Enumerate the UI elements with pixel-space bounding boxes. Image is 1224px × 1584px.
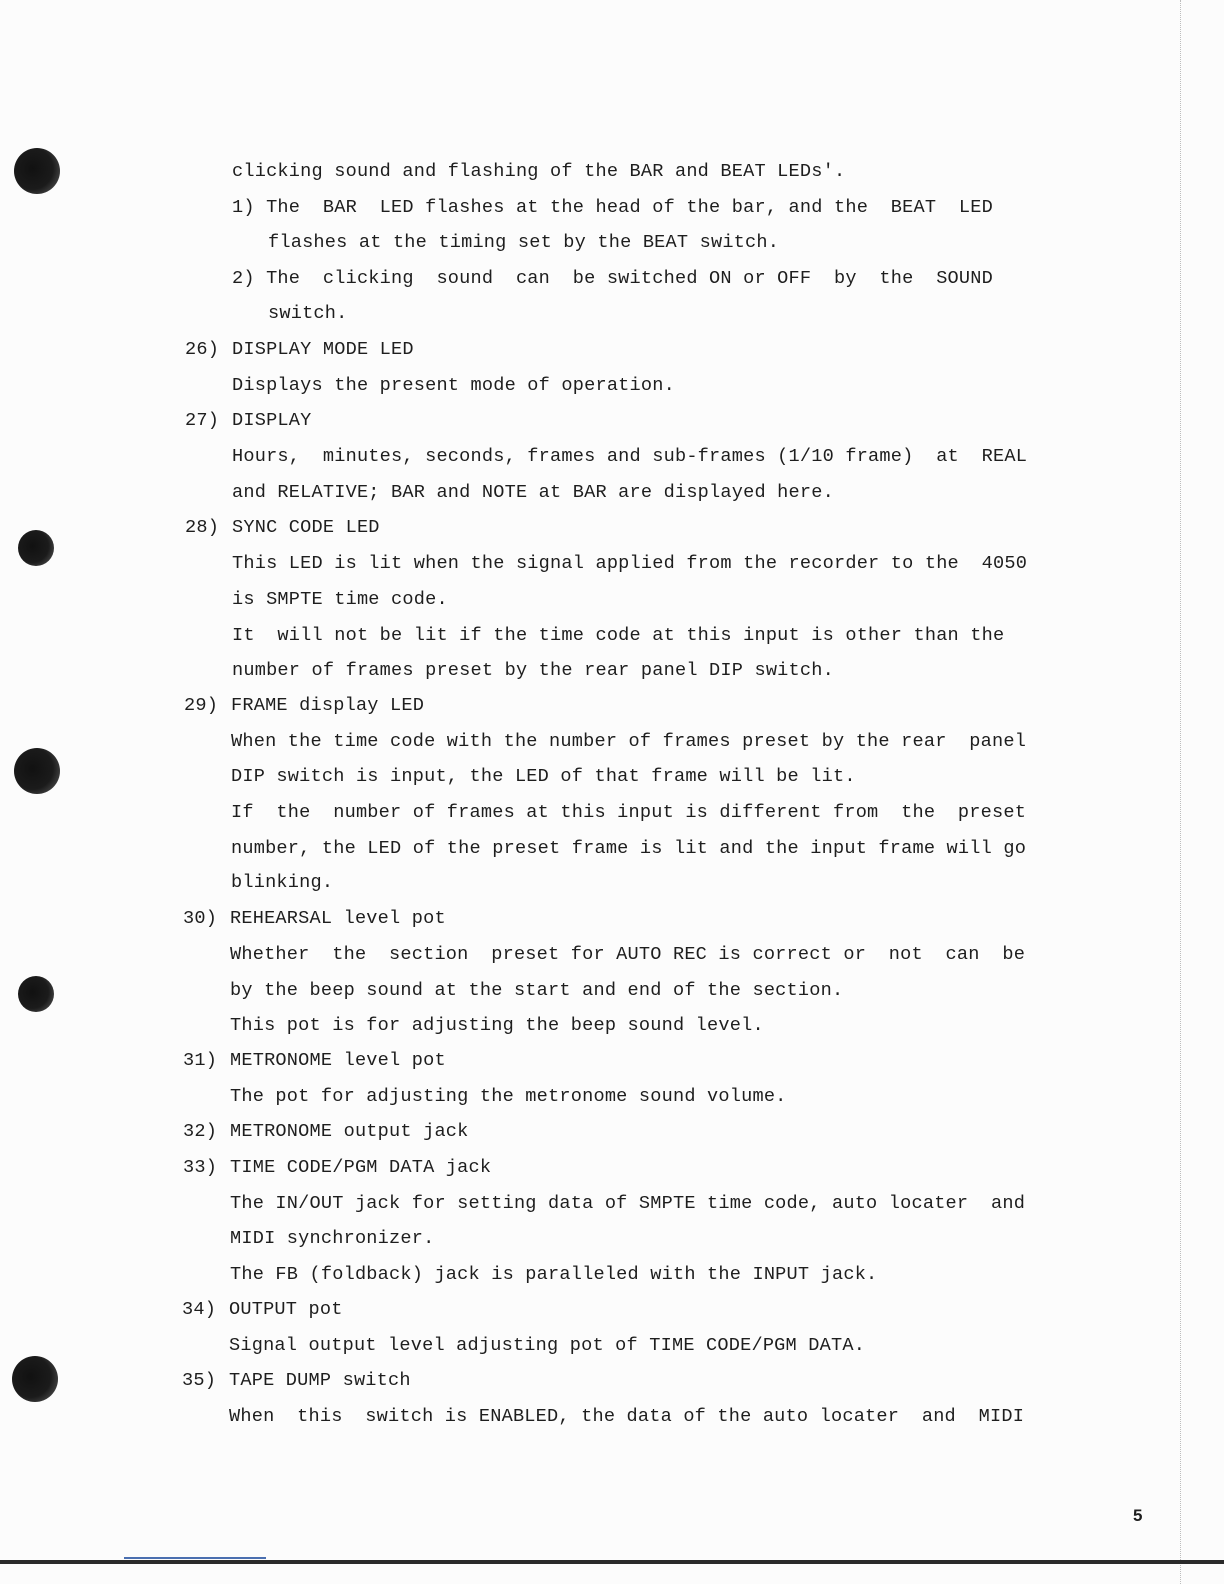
body-text-line: It will not be lit if the time code at this input is other than the xyxy=(232,625,1005,646)
item-heading-31: METRONOME level pot xyxy=(230,1050,446,1071)
punch-hole xyxy=(18,976,54,1012)
list-item-1: 1) The BAR LED flashes at the head of the bar, and the BEAT LED xyxy=(232,197,993,218)
body-text-line: When the time code with the number of frames preset by the rear panel xyxy=(231,731,1027,752)
item-heading-33: TIME CODE/PGM DATA jack xyxy=(230,1157,492,1178)
body-text-line: by the beep sound at the start and end of the section. xyxy=(230,980,844,1001)
body-text-line: Whether the section preset for AUTO REC is correct or not can be xyxy=(230,944,1026,965)
body-text-line: Hours, minutes, seconds, frames and sub-frames (1/10 frame) at REAL xyxy=(232,446,1028,467)
body-text-line: The FB (foldback) jack is paralleled with the INPUT jack. xyxy=(230,1264,878,1285)
body-text-line: When this switch is ENABLED, the data of the auto locater and MIDI xyxy=(229,1406,1025,1427)
body-text-line: If the number of frames at this input is different from the preset xyxy=(231,802,1027,823)
body-text-line: clicking sound and flashing of the BAR and BEAT LEDs'. xyxy=(232,161,846,182)
body-text-line: flashes at the timing set by the BEAT switch. xyxy=(268,232,780,253)
item-heading-34: OUTPUT pot xyxy=(229,1299,343,1320)
body-text-line: Displays the present mode of operation. xyxy=(232,375,675,396)
item-number-34: 34) xyxy=(182,1299,217,1320)
item-number-35: 35) xyxy=(182,1370,217,1391)
punch-hole xyxy=(14,148,60,194)
item-heading-26: DISPLAY MODE LED xyxy=(232,339,414,360)
item-number-26: 26) xyxy=(185,339,220,360)
body-text-line: This LED is lit when the signal applied from the recorder to the 4050 xyxy=(232,553,1028,574)
page-number: 5 xyxy=(1133,1506,1143,1525)
body-text-line: and RELATIVE; BAR and NOTE at BAR are displayed here. xyxy=(232,482,834,503)
body-text-line: DIP switch is input, the LED of that frame will be lit. xyxy=(231,766,856,787)
body-text-line: is SMPTE time code. xyxy=(232,589,448,610)
page-edge-mark xyxy=(124,1557,266,1559)
body-text-line: number of frames preset by the rear panel DIP switch. xyxy=(232,660,834,681)
item-number-32: 32) xyxy=(183,1121,218,1142)
page-edge-bottom xyxy=(0,1560,1224,1564)
page-edge-right xyxy=(1180,0,1183,1584)
item-number-33: 33) xyxy=(183,1157,218,1178)
punch-hole xyxy=(12,1356,58,1402)
body-text-line: number, the LED of the preset frame is lit and the input frame will go xyxy=(231,838,1027,859)
item-heading-29: FRAME display LED xyxy=(231,695,425,716)
item-number-27: 27) xyxy=(185,410,220,431)
body-text-line: Signal output level adjusting pot of TIME CODE/PGM DATA. xyxy=(229,1335,866,1356)
body-text-line: MIDI synchronizer. xyxy=(230,1228,435,1249)
punch-hole xyxy=(14,748,60,794)
body-text-line: The pot for adjusting the metronome sound volume. xyxy=(230,1086,787,1107)
item-number-31: 31) xyxy=(183,1050,218,1071)
item-number-30: 30) xyxy=(183,908,218,929)
list-item-2: 2) The clicking sound can be switched ON or OFF by the SOUND xyxy=(232,268,993,289)
item-heading-35: TAPE DUMP switch xyxy=(229,1370,411,1391)
item-heading-28: SYNC CODE LED xyxy=(232,517,380,538)
item-heading-32: METRONOME output jack xyxy=(230,1121,469,1142)
body-text-line: blinking. xyxy=(231,872,334,893)
item-number-28: 28) xyxy=(185,517,220,538)
item-heading-27: DISPLAY xyxy=(232,410,312,431)
item-heading-30: REHEARSAL level pot xyxy=(230,908,446,929)
punch-hole xyxy=(18,530,54,566)
item-number-29: 29) xyxy=(184,695,219,716)
body-text-line: switch. xyxy=(268,303,348,324)
body-text-line: The IN/OUT jack for setting data of SMPTE time code, auto locater and xyxy=(230,1193,1026,1214)
body-text-line: This pot is for adjusting the beep sound level. xyxy=(230,1015,764,1036)
